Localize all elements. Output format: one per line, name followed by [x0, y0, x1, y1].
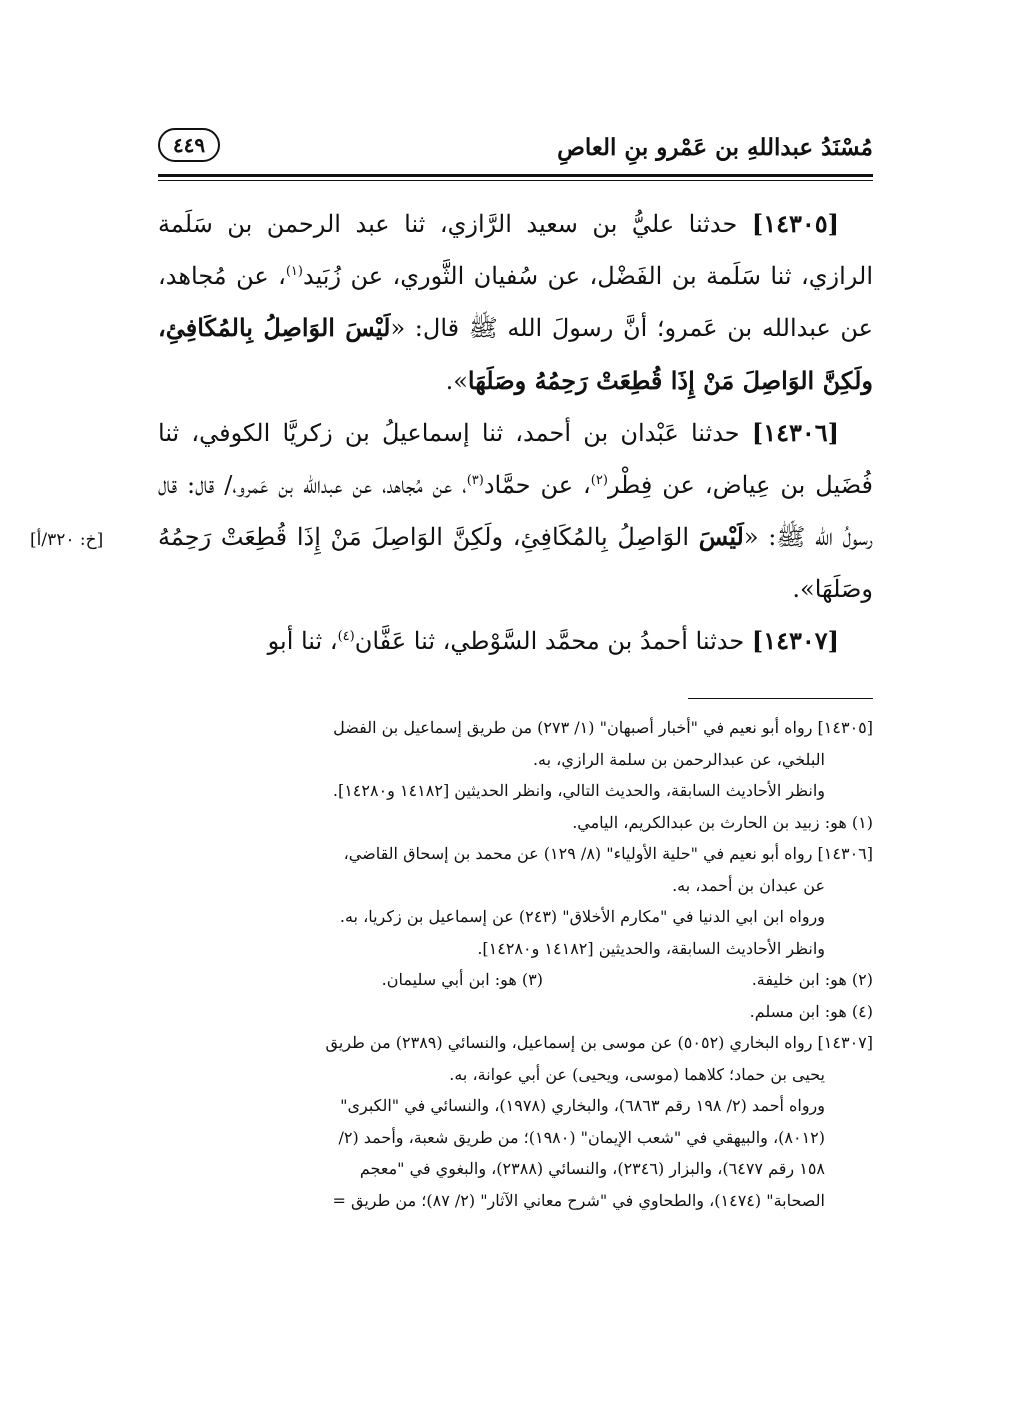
- matn-text: الوَاصِلُ بِالمُكَافِئِ، ولَكِنَّ الوَاصِلَ مَنْ إِذَا قُطِعَتْ رَحِمُهُ وصَلَهَا: [158, 523, 873, 603]
- closing-quote: ».: [445, 366, 468, 395]
- footnote-line: ورواه ابن ابي الدنيا في "مكارم الأخلاق" (٢٤٣) عن إسماعيل بن زكريا، به.: [339, 907, 825, 926]
- footnote-line: وانظر الأحاديث السابقة، والحديثين [١٤١٨٢ و١٤٢٨٠].: [477, 938, 825, 958]
- hadith-number: [١٤٣٠٧]: [751, 626, 839, 655]
- footnote-2: (٢) هو: ابن خليفة.: [751, 970, 873, 989]
- isnad-text: حدثنا عَبْدان بن أحمد، ثنا إسماعيلُ بن زكريَّا الكوفي، ثنا فُضَيل بن عِياض، عن فِطْر: [158, 419, 873, 499]
- isnad-text: ، عن مُجاهد، عن عبدالله بن عَمرو،/ قال: قال رسولُ الله ﷺ: «: [158, 470, 873, 551]
- manuscript-margin-note: [خ: ٣٢٠/أ]: [30, 530, 104, 550]
- footnote-line: الصحابة" (١٤٧٤)، والطحاوي في "شرح معاني الآثار" (٢/ ٨٧)؛ من طريق =: [332, 1190, 825, 1210]
- footnote-rule: [688, 698, 873, 699]
- isnad-text: حدثنا أحمدُ بن محمَّد السَّوْطي، ثنا عَفَّان: [354, 627, 752, 655]
- footnote-line: (٨٠١٢)، والبيهقي في "شعب الإيمان" (١٩٨٠)؛ من طريق شعبة، وأحمد (٢/: [338, 1127, 825, 1147]
- page-title: مُسْنَدُ عبداللهِ بن عَمْرو بنِ العاصِ: [557, 134, 873, 161]
- matn-text: لَيْسَ: [698, 522, 744, 551]
- footnote-line: ورواه أحمد (٢/ ١٩٨ رقم ٦٨٦٣)، والبخاري (١٩٧٨)، والنسائي في "الكبرى": [340, 1096, 825, 1115]
- isnad-text: ، عن حمَّاد: [483, 470, 591, 499]
- footnote-line: البلخي، عن عبدالرحمن بن سلمة الرازي، به.: [532, 749, 825, 769]
- isnad-text: ، ثنا أبو: [267, 627, 338, 655]
- hadith-14306: [158, 407, 873, 615]
- hadith-number: [١٤٣٠٦]: [751, 418, 839, 447]
- footnote-row: [158, 964, 873, 996]
- hadith-number: [١٤٣٠٥]: [751, 209, 839, 238]
- footnote-ref: (٢): [590, 472, 608, 488]
- footnote-line: يحيى بن حماد؛ كلاهما (موسى، ويحيى) عن أبي عوانة، به.: [449, 1064, 825, 1084]
- footnote-line: وانظر الأحاديث السابقة، والحديث التالي، وانظر الحديثين [١٤١٨٢ و١٤٢٨٠].: [332, 781, 825, 800]
- footnote-ref: (٤): [337, 629, 355, 644]
- page-number: ٤٤٩: [172, 133, 206, 157]
- page-number-badge: [158, 128, 220, 162]
- footnote-ref: (١): [285, 263, 303, 279]
- footnote-4: (٤) هو: ابن مسلم.: [749, 1001, 873, 1021]
- footnote-line: عن عبدان بن أحمد، به.: [672, 875, 825, 895]
- hadith-14305: [158, 198, 873, 407]
- footnote-line: ١٥٨ رقم ٦٤٧٧)، والبزار (٢٣٤٦)، والنسائي (٢٣٨٨)، والبغوي في "معجم: [359, 1159, 825, 1178]
- footnotes: [158, 712, 873, 1216]
- header-rule: [158, 174, 873, 177]
- closing-quote: ».: [792, 574, 815, 603]
- isnad-text: حدثنا عليُّ بن سعيد الرَّازي، ثنا عبد الرحمن بن سَلَمة الرازي، ثنا سَلَمة بن الفَضْل، عن سُفيان الثَّوري، عن زُبَيد: [158, 210, 873, 290]
- matn-text: لَيْسَ الوَاصِلُ بِالمُكَافِئِ، ولَكِنَّ الوَاصِلَ مَنْ إِذَا قُطِعَتْ رَحِمُهُ وصَلَهَا: [158, 313, 873, 395]
- hadith-14307: [158, 615, 873, 668]
- main-text: [158, 198, 873, 668]
- footnote-line: [١٤٣٠٥] رواه أبو نعيم في "أخبار أصبهان" (١/ ٢٧٣) من طريق إسماعيل بن الفضل: [333, 718, 873, 737]
- page-header: [158, 118, 873, 178]
- footnote-ref: (٣): [466, 472, 484, 488]
- footnote-3: (٣) هو: ابن أبي سليمان.: [381, 970, 543, 989]
- isnad-text: ، عن مُجاهد، عن عبدالله بن عَمرو؛ أنَّ رسولَ الله ﷺ قال: «: [158, 261, 873, 342]
- footnote-line: [١٤٣٠٦] رواه أبو نعيم في "حلية الأولياء" (٨/ ١٢٩) عن محمد بن إسحاق القاضي،: [343, 844, 873, 863]
- header-rule-thin: [158, 180, 873, 181]
- footnote-1: (١) هو: زبيد بن الحارث بن عبدالكريم، اليامي.: [572, 812, 873, 832]
- footnote-line: [١٤٣٠٧] رواه البخاري (٥٠٥٢) عن موسى بن إسماعيل، والنسائي (٢٣٨٩) من طريق: [325, 1033, 873, 1052]
